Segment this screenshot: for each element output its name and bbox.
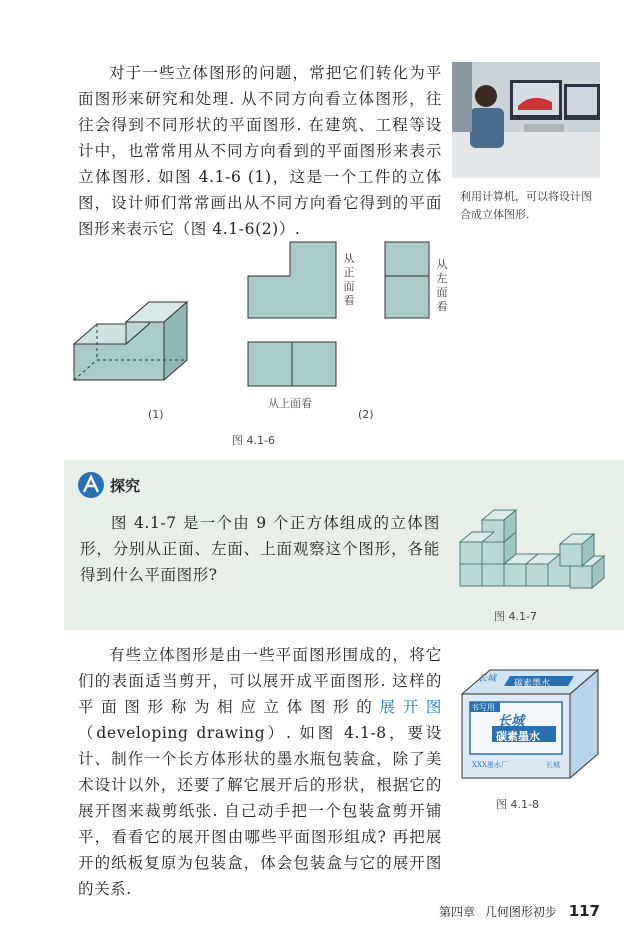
figure-4-1-7-caption: 图 4.1-7	[494, 610, 537, 623]
page-footer	[420, 902, 600, 920]
unfold-text-part1: 有些立体图形是由一些平面图形围成的，将它们的表面适当剪开，可以展开成平面图形. 这样的平面图形称为相应立体图形的	[78, 646, 442, 716]
unfold-paragraph	[78, 642, 442, 902]
top-view-label: 从上面看	[268, 397, 312, 410]
nine-cube-figure	[456, 506, 612, 606]
footer-chapter: 第四章	[439, 905, 476, 919]
explore-text: 图 4.1-7 是一个由 9 个正方体组成的立体图形，分别从正面、左面、上面观察这个图形，各能得到什么平面图形?	[80, 514, 440, 584]
photo-caption: 利用计算机，可以将设计图合成立体图形.	[460, 190, 592, 221]
figure-sublabel-1: (1)	[148, 408, 164, 421]
left-view-drawing	[383, 240, 431, 320]
computer-photo	[452, 62, 600, 178]
figure-sublabel-2: (2)	[358, 408, 374, 421]
explore-box	[64, 460, 624, 630]
front-view-drawing	[246, 240, 338, 320]
explore-icon	[78, 472, 104, 498]
top-view-drawing	[246, 340, 338, 388]
unfold-text-part2: （developing drawing）. 如图 4.1-8，要设计、制作一个长方体形状的墨水瓶包装盒，除了美术设计以外，还要了解它展开后的形状，根据它的展开图来裁剪纸张. 自己动手把一个包装盒剪开铺平，看看它的展开图由哪些平面图形组成? 再把展开的纸板复原为包装盒，体会包装盒与它的展开图的关系.	[78, 724, 442, 898]
ink-box-product-top: 碳素墨水	[514, 679, 551, 689]
workpiece-3d-figure	[66, 280, 206, 390]
figure-4-1-8-caption: 图 4.1-8	[496, 798, 539, 811]
ink-box-tag: 书写用	[471, 703, 495, 712]
term-developing-drawing: 展开图	[379, 698, 442, 716]
ink-box-maker: XXX墨水厂	[472, 761, 508, 769]
footer-chapter-title: 几何图形初步	[484, 905, 557, 919]
ink-box-brand-top: 长城	[478, 674, 497, 684]
ink-box-product-main: 碳素墨水	[496, 730, 540, 743]
front-view-label: 从正面看	[343, 252, 355, 307]
figure-4-1-6-caption: 图 4.1-6	[232, 434, 275, 447]
footer-page-number: 117	[568, 902, 600, 920]
intro-paragraph: 对于一些立体图形的问题，常把它们转化为平面图形来研究和处理. 从不同方向看立体图形，往往会得到不同形状的平面图形. 在建筑、工程等设计中，也常常用从不同方向看到的平面图形来表示立体图形. 如图 4.1-6 (1)，这是一个工件的立体图，设计师们常常画出从不同方向看它得到的平面图形来表示它（图 4.1-6(2)）.	[78, 64, 442, 238]
ink-box-brand-small: 长城	[546, 761, 560, 769]
ink-box-brand-main: 长城	[498, 714, 525, 729]
explore-title: 探究	[110, 477, 141, 495]
computer-photo-illustration	[452, 62, 600, 178]
left-view-label: 从左面看	[436, 258, 448, 313]
